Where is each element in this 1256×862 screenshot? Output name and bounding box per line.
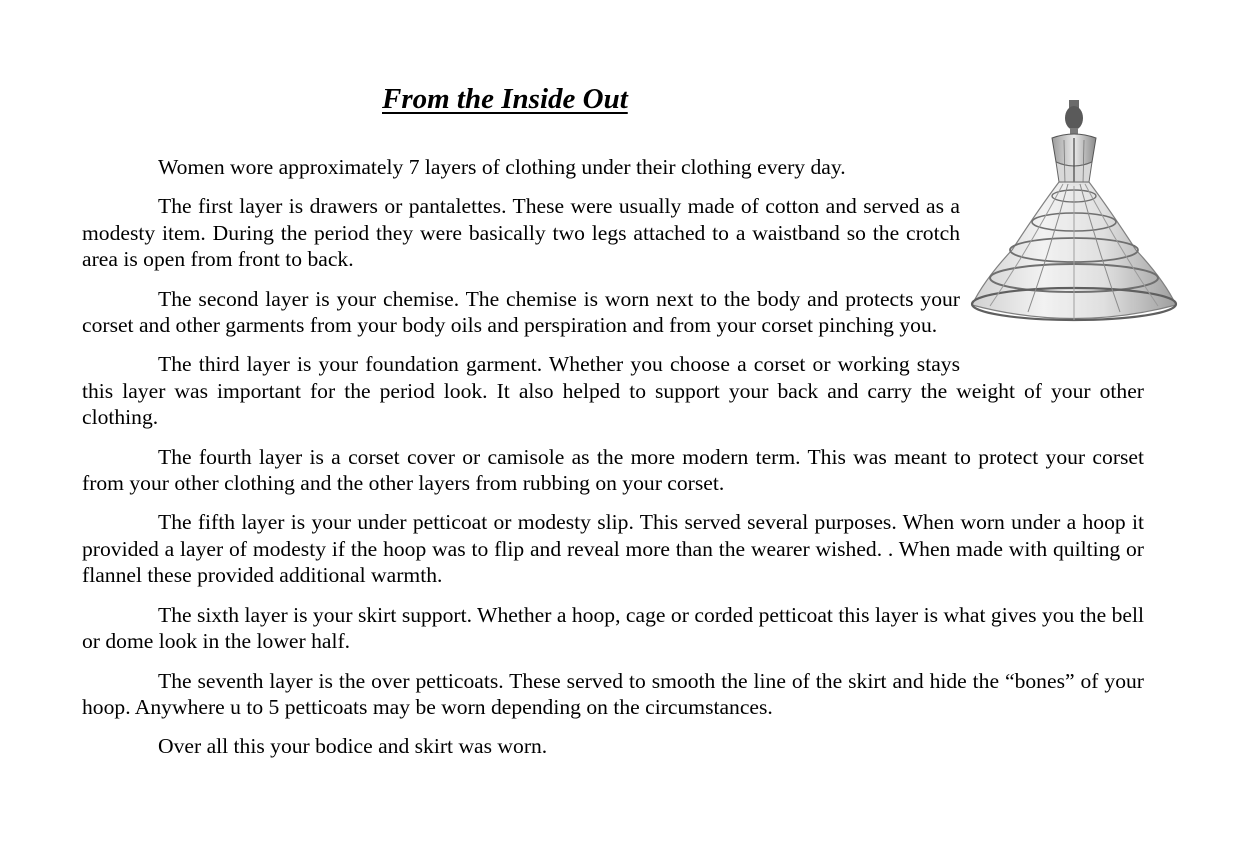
page-title: From the Inside Out [382,83,628,115]
paragraph-conclusion: Over all this your bodice and skirt was worn. [158,734,548,759]
paragraph-fourth-layer: The fourth layer is a corset cover or camisole as the more modern term. This was meant to protect your corset from your other clothing and the other layers from rubbing on your corset. [82,444,1144,496]
body-text [82,154,1144,773]
paragraph-first-layer: The first layer is drawers or pantalettes. These were usually made of cotton and served as a modesty item. During the period they were basically two legs attached to a waistband so the crotch area is open from front to back. [82,194,960,272]
paragraph-third-layer: The third layer is your foundation garment. Whether you choose a corset or working stays this layer was important for the period look. It also helped to support your back and carry the weight of your other clothing. [82,352,1144,430]
paragraph-sixth-layer: The sixth layer is your skirt support. Whether a hoop, cage or corded petticoat this layer is what gives you the bell or dome look in the lower half. [82,602,1144,654]
paragraph-fifth-layer: The fifth layer is your under petticoat or modesty slip. This served several purposes. When worn under a hoop it provided a layer of modesty if the hoop was to flip and reveal more than the wearer wished. . When made with quilting or flannel these provided additional warmth. [82,510,1144,588]
figure-wrap-spacer [960,154,1144,376]
paragraph-intro: Women wore approximately 7 layers of clothing under their clothing every day. [158,155,846,179]
paragraph-second-layer: The second layer is your chemise. The chemise is worn next to the body and protects your corset and other garments from your body oils and perspiration and from your corset pinching you. [82,286,960,338]
paragraph-seventh-layer: The seventh layer is the over petticoats. These served to smooth the line of the skirt and hide the “bones” of your hoop. Anywhere u to 5 petticoats may be worn depending on the circumstances. [82,668,1144,719]
